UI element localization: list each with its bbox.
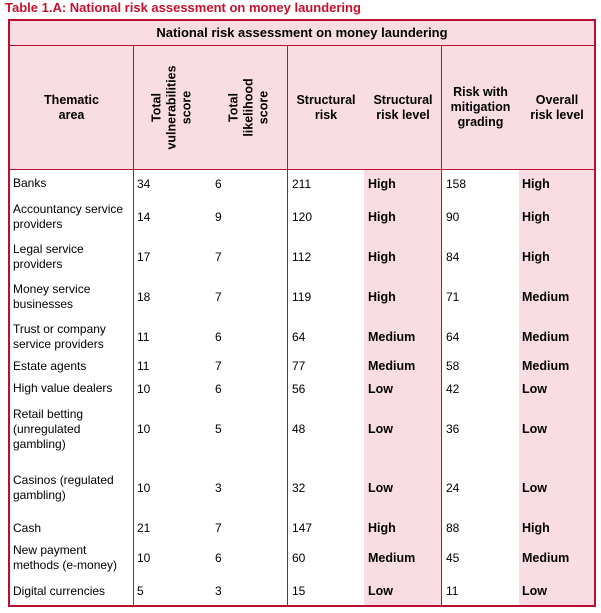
header-overall-risk-level: Overall risk level bbox=[530, 92, 584, 122]
cell-vuln-text: 34 bbox=[137, 176, 151, 191]
cell-structural-text: 112 bbox=[292, 250, 312, 264]
table-row bbox=[10, 237, 594, 277]
cell-area-text: Retail betting (unregulated gambling) bbox=[13, 406, 84, 451]
cell-structural-text: 211 bbox=[292, 176, 312, 191]
cell-mitigation bbox=[446, 376, 516, 401]
cell-overall-text: Low bbox=[522, 422, 547, 436]
cell-overall-text: Medium bbox=[522, 359, 570, 373]
cell-area bbox=[13, 538, 133, 577]
header-structural-risk: Structural risk bbox=[296, 92, 356, 122]
cell-structural-level-text: High bbox=[368, 176, 396, 191]
cell-structural bbox=[292, 401, 362, 457]
cell-structural-level bbox=[368, 237, 438, 277]
cell-likelihood-text: 6 bbox=[215, 329, 222, 344]
cell-mitigation-text: 58 bbox=[446, 359, 460, 373]
cell-overall bbox=[522, 401, 592, 457]
cell-vuln bbox=[137, 356, 207, 376]
header-thematic-area: Thematic area bbox=[44, 92, 99, 122]
cell-area bbox=[13, 518, 133, 538]
cell-structural-level bbox=[368, 376, 438, 401]
cell-area bbox=[13, 356, 133, 376]
cell-overall-text: Medium bbox=[522, 550, 570, 565]
cell-structural-level bbox=[368, 518, 438, 538]
cell-structural-text: 32 bbox=[292, 480, 306, 495]
cell-area-text: Accountancy service providers bbox=[13, 202, 124, 231]
cell-vuln-text: 10 bbox=[137, 422, 151, 436]
cell-vuln bbox=[137, 376, 207, 401]
cell-structural bbox=[292, 457, 362, 518]
cell-structural-level-text: High bbox=[368, 521, 396, 535]
cell-structural bbox=[292, 356, 362, 376]
cell-vuln-text: 10 bbox=[137, 480, 151, 495]
table-caption: Table 1.A: National risk assessment on money laundering bbox=[5, 0, 361, 15]
cell-area-text: Legal service providers bbox=[13, 242, 84, 271]
cell-mitigation-text: 84 bbox=[446, 250, 460, 264]
cell-mitigation-text: 158 bbox=[446, 176, 467, 191]
cell-likelihood bbox=[215, 237, 285, 277]
cell-structural-level-text: High bbox=[368, 250, 396, 264]
cell-vuln-text: 21 bbox=[137, 521, 151, 535]
cell-overall bbox=[522, 170, 592, 197]
cell-area-text: Casinos (regulated gambling) bbox=[13, 472, 114, 502]
cell-area-text: Estate agents bbox=[13, 358, 87, 373]
cell-vuln-text: 18 bbox=[137, 290, 151, 304]
cell-mitigation-text: 45 bbox=[446, 550, 460, 565]
cell-area-text: Digital currencies bbox=[13, 583, 106, 598]
cell-mitigation-text: 90 bbox=[446, 210, 460, 224]
cell-mitigation bbox=[446, 277, 516, 317]
header-row bbox=[10, 46, 594, 170]
table-row bbox=[10, 317, 594, 356]
cell-likelihood-text: 6 bbox=[215, 381, 222, 396]
cell-structural bbox=[292, 277, 362, 317]
cell-overall bbox=[522, 538, 592, 577]
header-risk-with-mitigation: Risk with mitigation grading bbox=[450, 85, 511, 129]
cell-mitigation bbox=[446, 237, 516, 277]
cell-area-text: Banks bbox=[13, 176, 47, 190]
table-row bbox=[10, 538, 594, 577]
cell-area bbox=[13, 170, 133, 197]
cell-overall-text: Low bbox=[522, 381, 547, 396]
cell-mitigation-text: 71 bbox=[446, 290, 460, 304]
table-row bbox=[10, 170, 594, 197]
cell-structural-level bbox=[368, 457, 438, 518]
cell-vuln-text: 11 bbox=[137, 359, 150, 373]
cell-area bbox=[13, 277, 133, 317]
cell-mitigation bbox=[446, 170, 516, 197]
cell-structural-text: 56 bbox=[292, 381, 306, 396]
cell-structural-level bbox=[368, 538, 438, 577]
cell-structural-level-text: High bbox=[368, 290, 396, 304]
cell-likelihood-text: 6 bbox=[215, 550, 222, 565]
cell-vuln bbox=[137, 457, 207, 518]
cell-mitigation bbox=[446, 197, 516, 237]
cell-area bbox=[13, 237, 133, 277]
cell-area-text: High value dealers bbox=[13, 381, 113, 395]
cell-structural-text: 15 bbox=[292, 584, 306, 598]
cell-likelihood-text: 9 bbox=[215, 210, 222, 224]
table-row bbox=[10, 356, 594, 376]
cell-structural-text: 60 bbox=[292, 550, 306, 565]
cell-vuln bbox=[137, 401, 207, 457]
cell-likelihood bbox=[215, 577, 285, 605]
cell-mitigation-text: 64 bbox=[446, 329, 460, 344]
cell-structural-level bbox=[368, 401, 438, 457]
cell-structural-text: 64 bbox=[292, 329, 306, 344]
cell-overall bbox=[522, 237, 592, 277]
cell-vuln-text: 11 bbox=[137, 329, 150, 344]
cell-structural-level bbox=[368, 277, 438, 317]
cell-structural-level bbox=[368, 356, 438, 376]
cell-vuln-text: 5 bbox=[137, 584, 144, 598]
cell-structural-level-text: Medium bbox=[368, 359, 416, 373]
cell-vuln-text: 10 bbox=[137, 550, 151, 565]
cell-vuln bbox=[137, 577, 207, 605]
table-row bbox=[10, 376, 594, 401]
cell-structural-level bbox=[368, 577, 438, 605]
cell-area bbox=[13, 376, 133, 401]
cell-overall bbox=[522, 356, 592, 376]
cell-overall-text: Medium bbox=[522, 290, 570, 304]
cell-likelihood bbox=[215, 317, 285, 356]
cell-likelihood-text: 7 bbox=[215, 250, 222, 264]
cell-area-text: Trust or company service providers bbox=[13, 321, 106, 351]
cell-likelihood bbox=[215, 197, 285, 237]
cell-structural-level bbox=[368, 197, 438, 237]
cell-vuln bbox=[137, 277, 207, 317]
cell-area-text: Cash bbox=[13, 520, 42, 535]
cell-structural bbox=[292, 376, 362, 401]
cell-overall-text: High bbox=[522, 521, 550, 535]
cell-structural bbox=[292, 237, 362, 277]
cell-overall-text: High bbox=[522, 250, 550, 264]
cell-structural bbox=[292, 170, 362, 197]
header-total-vulnerabilities: Total vulnerabilities score bbox=[149, 65, 194, 150]
cell-structural-level-text: Medium bbox=[368, 550, 416, 565]
cell-vuln-text: 10 bbox=[137, 381, 151, 396]
cell-mitigation-text: 24 bbox=[446, 480, 460, 495]
cell-structural-text: 120 bbox=[292, 210, 313, 224]
table-row bbox=[10, 518, 594, 538]
cell-area bbox=[13, 197, 133, 237]
cell-structural-level-text: Low bbox=[368, 480, 393, 495]
header-total-likelihood: Total likelihood score bbox=[226, 78, 271, 137]
cell-likelihood bbox=[215, 538, 285, 577]
cell-structural-level-text: Low bbox=[368, 381, 393, 396]
table-row bbox=[10, 577, 594, 605]
cell-mitigation bbox=[446, 538, 516, 577]
table-row bbox=[10, 401, 594, 457]
cell-likelihood bbox=[215, 170, 285, 197]
cell-overall bbox=[522, 457, 592, 518]
cell-mitigation bbox=[446, 317, 516, 356]
cell-overall bbox=[522, 577, 592, 605]
cell-vuln bbox=[137, 518, 207, 538]
cell-structural-text: 147 bbox=[292, 521, 313, 535]
cell-likelihood-text: 7 bbox=[215, 521, 222, 535]
cell-structural bbox=[292, 197, 362, 237]
cell-mitigation bbox=[446, 577, 516, 605]
cell-likelihood bbox=[215, 356, 285, 376]
cell-likelihood-text: 3 bbox=[215, 584, 222, 598]
cell-likelihood bbox=[215, 401, 285, 457]
cell-likelihood bbox=[215, 376, 285, 401]
cell-area bbox=[13, 401, 133, 457]
cell-likelihood-text: 7 bbox=[215, 290, 222, 304]
cell-structural-level-text: Low bbox=[368, 584, 393, 598]
cell-likelihood bbox=[215, 457, 285, 518]
cell-overall bbox=[522, 317, 592, 356]
table-row bbox=[10, 277, 594, 317]
risk-table bbox=[8, 19, 596, 607]
cell-overall-text: Low bbox=[522, 584, 547, 598]
cell-vuln-text: 14 bbox=[137, 210, 151, 224]
cell-structural-level bbox=[368, 317, 438, 356]
cell-overall-text: High bbox=[522, 176, 550, 191]
cell-overall bbox=[522, 197, 592, 237]
cell-structural bbox=[292, 317, 362, 356]
cell-mitigation bbox=[446, 457, 516, 518]
cell-mitigation-text: 11 bbox=[446, 584, 459, 598]
cell-structural-text: 119 bbox=[292, 290, 312, 304]
cell-area bbox=[13, 317, 133, 356]
cell-mitigation bbox=[446, 401, 516, 457]
cell-mitigation-text: 42 bbox=[446, 381, 460, 396]
cell-vuln bbox=[137, 317, 207, 356]
cell-structural-level-text: Medium bbox=[368, 329, 416, 344]
cell-area bbox=[13, 457, 133, 518]
cell-vuln bbox=[137, 538, 207, 577]
cell-vuln bbox=[137, 237, 207, 277]
cell-likelihood-text: 5 bbox=[215, 422, 222, 436]
cell-likelihood-text: 6 bbox=[215, 176, 222, 191]
table-title: National risk assessment on money laundering bbox=[10, 21, 594, 46]
cell-area bbox=[13, 577, 133, 605]
cell-structural bbox=[292, 518, 362, 538]
cell-overall-text: Low bbox=[522, 480, 547, 495]
cell-mitigation-text: 36 bbox=[446, 422, 460, 436]
cell-likelihood bbox=[215, 277, 285, 317]
cell-mitigation bbox=[446, 518, 516, 538]
cell-structural bbox=[292, 577, 362, 605]
cell-likelihood bbox=[215, 518, 285, 538]
cell-structural-level-text: High bbox=[368, 210, 396, 224]
cell-area-text: New payment methods (e-money) bbox=[13, 542, 118, 572]
cell-overall bbox=[522, 277, 592, 317]
cell-likelihood-text: 3 bbox=[215, 480, 222, 495]
table-row bbox=[10, 457, 594, 518]
cell-overall-text: Medium bbox=[522, 329, 570, 344]
cell-structural-text: 77 bbox=[292, 359, 306, 373]
cell-mitigation-text: 88 bbox=[446, 521, 460, 535]
cell-overall-text: High bbox=[522, 210, 550, 224]
cell-overall bbox=[522, 518, 592, 538]
cell-area-text: Money service businesses bbox=[13, 282, 91, 311]
cell-vuln bbox=[137, 197, 207, 237]
cell-vuln-text: 17 bbox=[137, 250, 151, 264]
header-structural-risk-level: Structural risk level bbox=[373, 92, 433, 122]
cell-structural-text: 48 bbox=[292, 422, 306, 436]
cell-overall bbox=[522, 376, 592, 401]
cell-likelihood-text: 7 bbox=[215, 359, 222, 373]
cell-mitigation bbox=[446, 356, 516, 376]
cell-vuln bbox=[137, 170, 207, 197]
cell-structural-level bbox=[368, 170, 438, 197]
table-row bbox=[10, 197, 594, 237]
cell-structural bbox=[292, 538, 362, 577]
cell-structural-level-text: Low bbox=[368, 422, 393, 436]
